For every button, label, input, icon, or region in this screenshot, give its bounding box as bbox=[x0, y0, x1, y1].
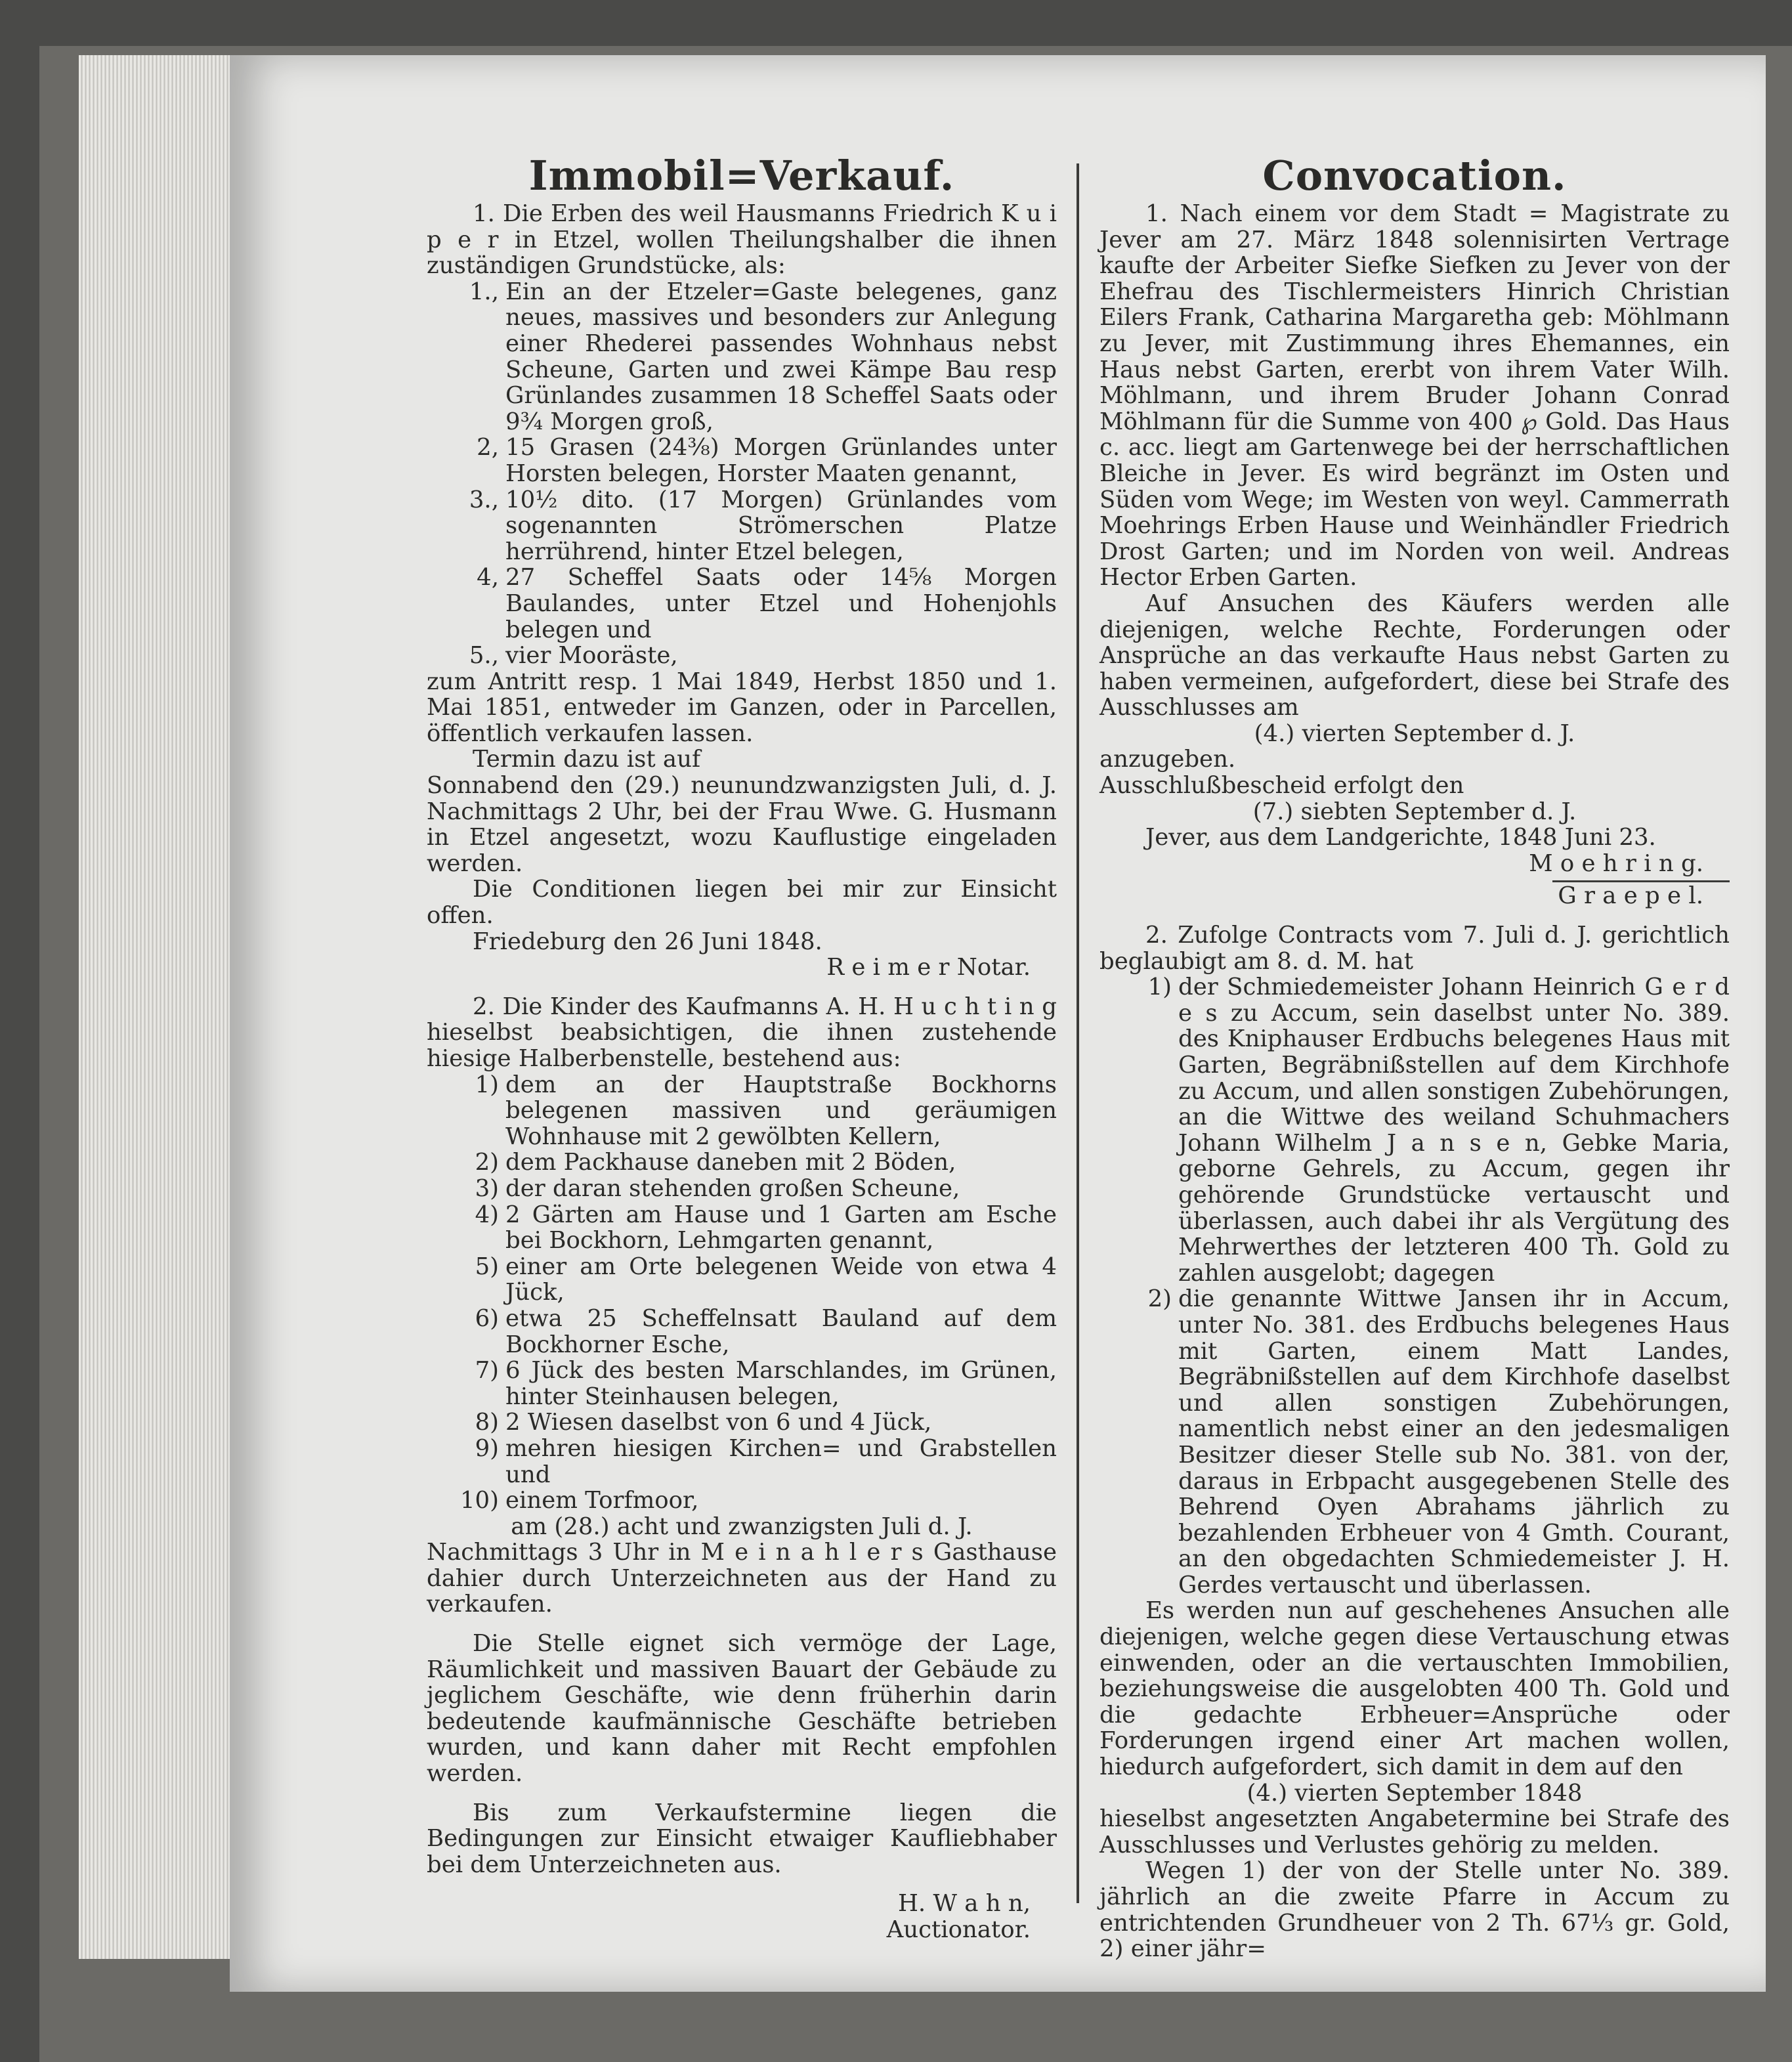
list-item: 3., 10½ dito. (17 Morgen) Grünlandes vom sogenannten Strömerschen Platze herrührend, hinter Etzel belegen, bbox=[469, 486, 1057, 565]
left-heading: Immobil=Verkauf. bbox=[528, 152, 955, 200]
notice-1-termin: Termin dazu ist auf bbox=[473, 746, 701, 773]
notice-2-until: Bis zum Verkaufstermine liegen die Bedingungen zur Einsicht etwaiger Kaufliebhaber bei dem Unterzeichneten aus. bbox=[427, 1799, 1057, 1878]
notice-1-list bbox=[427, 279, 1057, 669]
list-item: 3) der daran stehenden großen Scheune, bbox=[475, 1174, 960, 1202]
list-item: 5) einer am Orte belegenen Weide von etwa 4 Jück, bbox=[475, 1253, 1057, 1306]
left-column bbox=[427, 154, 1057, 1943]
list-item: 6) etwa 25 Scheffelnsatt Bauland auf dem Bockhorner Esche, bbox=[475, 1304, 1057, 1358]
convocation-2-list bbox=[1099, 974, 1730, 1598]
list-item: 5., vier Mooräste, bbox=[469, 642, 678, 670]
convocation-1-signature-2: G r a e p e l. bbox=[1558, 882, 1703, 910]
list-item: 10) einem Torfmoor, bbox=[459, 1487, 699, 1514]
convocation-2-intro: 2. Zufolge Contracts vom 7. Juli d. J. gerichtlich beglaubigt am 8. d. M. hat bbox=[1099, 922, 1730, 975]
book-page-edges bbox=[79, 55, 251, 1959]
notice-2-praise: Die Stelle eignet sich vermöge der Lage, Räumlichkeit und massiven Bauart der Gebäude zu jeglichem Geschäfte, wie denn früherhin darin bedeutende kaufmännische Geschäfte betrieben wurden, und kann daher mit Recht empfohlen werden. bbox=[427, 1630, 1057, 1788]
convocation-1-date2: (7.) siebten September d. J. bbox=[1252, 798, 1577, 825]
list-item: 8) 2 Wiesen daselbst von 6 und 4 Jück, bbox=[475, 1409, 932, 1436]
convocation-1-text: 1. Nach einem vor dem Stadt = Magistrate zu Jever am 27. März 1848 solennisirten Vertrage kaufte der Arbeiter Siefke Siefken zu Jever von der Ehefrau des Tischlermeisters Hinrich Christian Eilers Frank, Catharina Margaretha geb: Möhlmann zu Jever, mit Zustimmung ihres Ehemannes, ein Haus nebst Garten, ererbt von ihrem Vater Wilh. Möhlmann, und ihrem Bruder Johann Conrad Möhlmann für die Summe von 400 ℘ Gold. Das Haus c. acc. liegt am Gartenwege bei der herrschaftlichen Bleiche in Jever. Es wird begränzt im Osten und Süden vom Wege; im Westen von weyl. Cammerrath Moehrings Erben Hause und Weinhändler Friedrich Drost Garten; und im Norden von weil. Andreas Hector Erben Garten. bbox=[1099, 200, 1730, 591]
right-column bbox=[1099, 154, 1730, 1962]
list-item: 1) der Schmiedemeister Johann Heinrich G e r d e s zu Accum, sein daselbst unter No. 389. des Kniphauser Erdbuchs belegenes Haus mit Garten, Begräbnißstellen auf dem Kirchhofe zu Accum, und allen sonstigen Zubehörungen, an die Wittwe des weiland Schuhmachers Johann Wilhelm J a n s e n, Gebke Maria, geborne Gehrels, zu Accum, gegen ihr gehörende Grundstücke vertauscht und überlassen, auch dabei ihr als Vergütung des Mehrwerthes der letzteren 400 Th. Gold zu zahlen ausgelobt; dagegen bbox=[1147, 974, 1730, 1287]
convocation-1-bescheid: Ausschlußbescheid erfolgt den bbox=[1099, 772, 1464, 800]
convocation-2-request: Es werden nun auf geschehenes Ansuchen alle diejenigen, welche gegen diese Vertauschung etwas einwenden, oder an die vertauschten Immobilien, beziehungsweise die ausgelobten 400 Th. Gold und die gedachte Erbheuer=Ansprüche oder Forderungen irgend einer Art machen wollen, hiedurch aufgefordert, sich damit in dem auf den bbox=[1099, 1597, 1730, 1781]
convocation-2-date: (4.) vierten September 1848 bbox=[1247, 1779, 1583, 1807]
convocation-1-date: (4.) vierten September d. J. bbox=[1254, 720, 1575, 747]
list-item: 1) dem an der Hauptstraße Bockhorns belegenen massiven und geräumigen Wohnhause mit 2 gewölbten Kellern, bbox=[475, 1071, 1057, 1150]
column-divider bbox=[1077, 163, 1079, 1903]
newspaper-page bbox=[230, 55, 1766, 1992]
notice-2-sale: Nachmittags 3 Uhr in M e i n a h l e r s Gasthause dahier durch Unterzeichneten aus der Hand zu verkaufen. bbox=[427, 1539, 1057, 1618]
convocation-1-request: Auf Ansuchen des Käufers werden alle diejenigen, welche Rechte, Forderungen oder Ansprüche an das verkaufte Haus nebst Garten zu haben vermeinen, aufgefordert, diese bei Strafe des Ausschlusses am bbox=[1099, 590, 1730, 721]
notice-2-signature: H. W a h n, bbox=[897, 1890, 1031, 1918]
signature-rule bbox=[1552, 880, 1730, 882]
list-item: 7) 6 Jück des besten Marschlandes, im Grünen, hinter Steinhausen belegen, bbox=[475, 1357, 1057, 1410]
convocation-2-rest: hieselbst angesetzten Angabetermine bei Strafe des Ausschlusses und Verlustes gehörig zu melden. bbox=[1099, 1805, 1730, 1858]
list-item: 4, 27 Scheffel Saats oder 14⅝ Morgen Baulandes, unter Etzel und Hohenjohls belegen und bbox=[477, 564, 1057, 643]
notice-1-date: Sonnabend den (29.) neunundzwanzigsten Juli, d. J. Nachmittags 2 Uhr, bei der Frau Wwe. G. Husmann in Etzel angesetzt, wozu Kauflustige eingeladen werden. bbox=[427, 772, 1057, 877]
notice-2-intro: 2. Die Kinder des Kaufmanns A. H. H u c h t i n g hieselbst beabsichtigen, die ihnen zustehende hiesige Halberbenstelle, bestehend aus: bbox=[427, 993, 1057, 1072]
notice-1-antritt: zum Antritt resp. 1 Mai 1849, Herbst 1850 und 1. Mai 1851, entweder im Ganzen, oder in Parcellen, öffentlich verkaufen lassen. bbox=[427, 668, 1057, 747]
notice-2-date: am (28.) acht und zwanzigsten Juli d. J. bbox=[511, 1513, 973, 1540]
right-heading: Convocation. bbox=[1262, 152, 1567, 200]
convocation-2-wegen: Wegen 1) der von der Stelle unter No. 389. jährlich an die zweite Pfarre in Accum zu entrichtenden Grundheuer von 2 Th. 67⅓ gr. Gold, 2) einer jähr= bbox=[1099, 1857, 1730, 1963]
convocation-1-place: Jever, aus dem Landgerichte, 1848 Juni 23. bbox=[1145, 824, 1656, 851]
notice-1-signature: R e i m e r Notar. bbox=[826, 954, 1031, 981]
list-item: 2) dem Packhause daneben mit 2 Böden, bbox=[475, 1149, 956, 1176]
list-item: 1., Ein an der Etzeler=Gaste belegenes, ganz neues, massives und besonders zur Anlegung einer Rhederei passendes Wohnhaus nebst Scheune, Garten und zwei Kämpe Bau resp Grünlandes zusammen 18 Scheffel Saats oder 9¾ Morgen groß, bbox=[469, 278, 1057, 435]
list-item: 2) die genannte Wittwe Jansen ihr in Accum, unter No. 381. des Erdbuchs belegenes Haus mit Garten, einem Matt Landes, Begräbnißstellen auf dem Kirchhofe daselbst und allen sonstigen Zubehörungen, namentlich nebst einer an den jedesmaligen Besitzer dieser Stelle sub No. 381. von der, daraus in Erbpacht ausgegebenen Stelle des Behrend Oyen Abrahams jährlich zu bezahlenden Erbheuer von 4 Gmth. Courant, an den obgedachten Schmiedemeister J. H. Gerdes vertauscht und überlassen. bbox=[1147, 1285, 1730, 1599]
notice-1-conditions: Die Conditionen liegen bei mir zur Einsicht offen. bbox=[427, 876, 1057, 930]
list-item: 4) 2 Gärten am Hause und 1 Garten am Esche bei Bockhorn, Lehmgarten genannt, bbox=[475, 1201, 1057, 1255]
convocation-1-signature: M o e h r i n g. bbox=[1529, 849, 1703, 877]
convocation-1-anzugeben: anzugeben. bbox=[1099, 746, 1236, 773]
notice-2-list bbox=[427, 1072, 1057, 1514]
notice-1-intro: 1. Die Erben des weil Hausmanns Friedrich K u i p e r in Etzel, wollen Theilungshalber die ihnen zuständigen Grundstücke, als: bbox=[427, 200, 1057, 280]
notice-2-role: Auctionator. bbox=[886, 1916, 1031, 1943]
list-item: 9) mehren hiesigen Kirchen= und Grabstellen und bbox=[475, 1434, 1057, 1488]
notice-1-place-date: Friedeburg den 26 Juni 1848. bbox=[473, 928, 822, 955]
list-item: 2, 15 Grasen (24⅜) Morgen Grünlandes unter Horsten belegen, Horster Maaten genannt, bbox=[477, 434, 1057, 487]
